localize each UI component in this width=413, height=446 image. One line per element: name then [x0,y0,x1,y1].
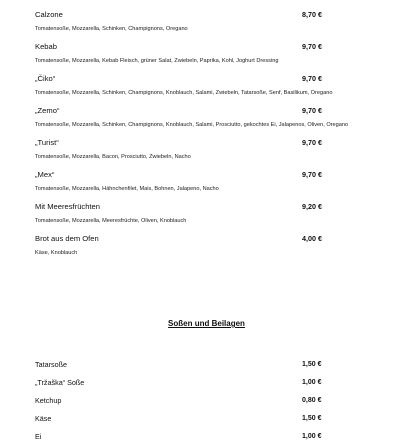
pizza-menu-list [35,6,375,262]
menu-item-description: Tomatensoße, Mozzarella, Hähnchenfilet, Mais, Bohnen, Jalapeno, Nacho [35,186,219,192]
menu-item-header [35,134,375,153]
menu-item-name: Brot aus dem Ofen [35,234,99,243]
menu-item-price: 9,70 € [302,138,322,147]
menu-item [35,166,375,198]
menu-item-header [35,102,375,121]
menu-item [35,70,375,102]
menu-item-header [35,230,375,249]
menu-item-price: 4,00 € [302,234,322,243]
menu-item-description: Tomatensoße, Mozzarella, Schinken, Champignons, Knoblauch, Salami, Zwiebeln, Tatarsoße, Senf, Basilikum, Oregano [35,90,333,96]
menu-item-price: 9,70 € [302,42,322,51]
menu-item-header [35,70,375,89]
side-item-price: 1,50 € [302,361,322,368]
side-item-price: 1,50 € [302,415,322,422]
side-item-price: 1,00 € [302,433,322,440]
side-item [35,374,375,392]
side-item-price: 1,00 € [302,379,322,386]
menu-item [35,134,375,166]
menu-item [35,102,375,134]
menu-item-name: „Mex“ [35,170,55,179]
menu-item-description: Tomatensoße, Mozzarella, Schinken, Champignons, Knoblauch, Salami, Prosciutto, gekochtes Ei, Jalapenos, Oliven, Oregano [35,122,349,128]
side-item-name: Käse [35,414,52,423]
menu-item-price: 9,20 € [302,202,322,211]
menu-item-description: Käse, Knoblauch [35,250,78,256]
menu-item [35,38,375,70]
menu-item-description: Tomatensoße, Mozzarella, Meeresfrüchte, Oliven, Knoblauch [35,218,187,224]
menu-item [35,198,375,230]
menu-item [35,6,375,38]
menu-item-description: Tomatensoße, Mozzarella, Kebab Fleisch, grüner Salat, Zwiebeln, Paprika, Kohl, Joghurt Dressing [35,58,279,64]
menu-item-header [35,38,375,57]
menu-item-name: Kebab [35,42,57,51]
side-item [35,410,375,428]
side-item [35,428,375,446]
sides-section-title: Soßen und Beilagen [168,319,245,328]
side-item-name: Ketchup [35,396,62,405]
menu-item-header [35,6,375,25]
menu-item-price: 9,70 € [302,170,322,179]
menu-item-name: Calzone [35,10,63,19]
menu-item-price: 9,70 € [302,106,322,115]
menu-item-description: Tomatensoße, Mozzarella, Bacon, Prosciutto, Zwiebeln, Nacho [35,154,191,160]
side-item-name: „Tržaška“ Soße [35,378,85,387]
side-item-name: Tatarsoße [35,360,67,369]
menu-item-description: Tomatensoße, Mozzarella, Schinken, Champignons, Oregano [35,26,188,32]
menu-item-header [35,198,375,217]
side-item [35,392,375,410]
menu-item-name: „Čiko“ [35,74,56,83]
menu-item [35,230,375,262]
menu-item-price: 8,70 € [302,10,322,19]
side-item [35,356,375,374]
menu-item-name: Mit Meeresfrüchten [35,202,100,211]
menu-item-header [35,166,375,185]
menu-item-price: 9,70 € [302,74,322,83]
side-item-price: 0,80 € [302,397,322,404]
menu-item-name: „Turist“ [35,138,59,147]
menu-item-name: „Zemo“ [35,106,60,115]
side-item-name: Ei [35,432,42,441]
sides-list [35,356,375,446]
